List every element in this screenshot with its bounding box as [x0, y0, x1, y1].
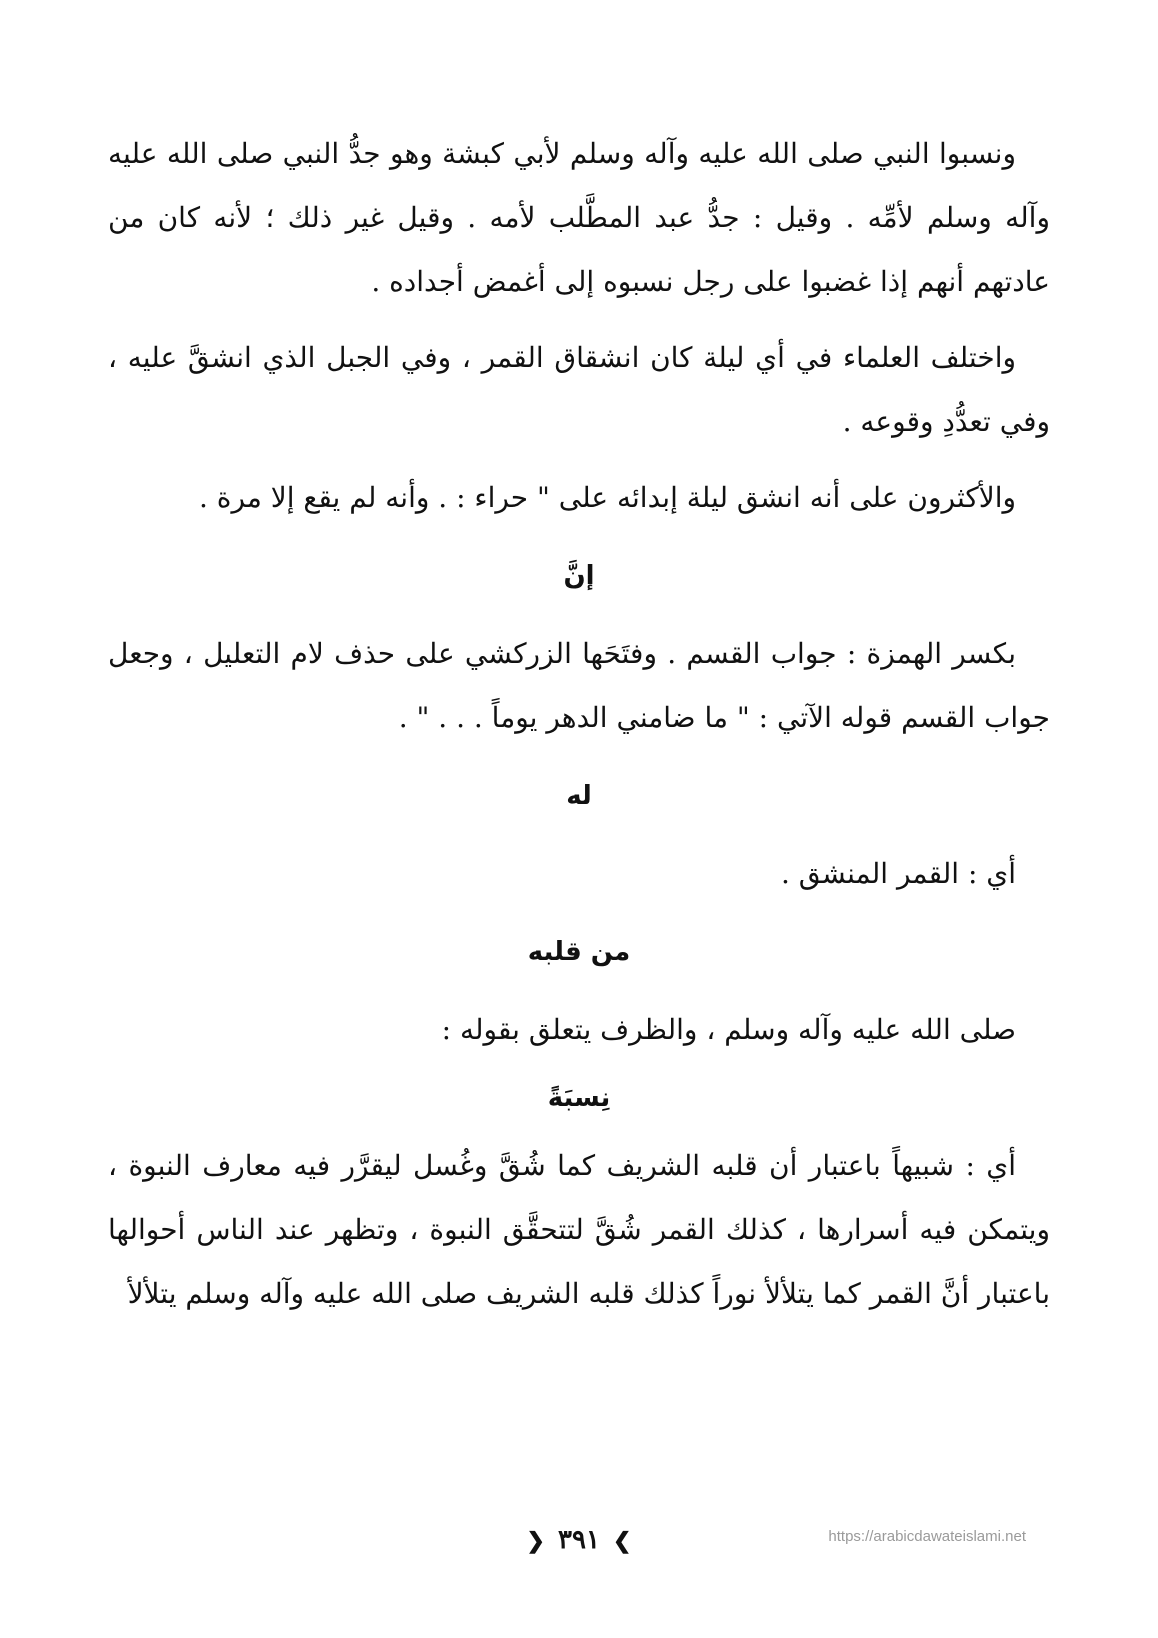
- paragraph-scholars-differ: واختلف العلماء في أي ليلة كان انشقاق القمر ، وفي الجبل الذي انشقَّ عليه ، وفي تعدُّدِ وقوعه .: [108, 341, 1050, 438]
- heading-lahu: له: [566, 781, 592, 811]
- heading-min-qalbihi: من قلبه: [527, 937, 631, 967]
- page-number: ٣٩١: [558, 1525, 600, 1555]
- paragraph-heart-likeness: أي : شبيهاً باعتبار أن قلبه الشريف كما شُقَّ وغُسل ليقرَّر فيه معارف النبوة ، ويتمكن فيه أسرارها ، كذلك القمر شُقَّ لتتحقَّق النبوة ، وتظهر عند الناس أحوالها باعتبار أنَّ القمر كما يتلألأ نوراً كذلك قلبه الشريف صلى الله عليه وآله وسلم يتلألأ: [108, 1149, 1050, 1310]
- heading-inna: إنَّ: [563, 561, 595, 591]
- paragraph-kasr-hamza: بكسر الهمزة : جواب القسم . وفتَحَها الزركشي على حذف لام التعليل ، وجعل جواب القسم قوله الآتي : " ما ضامني الدهر يوماً . . . " .: [108, 637, 1050, 734]
- heading-nisbatan: نِسبَةً: [547, 1083, 611, 1113]
- page-body: [108, 122, 1050, 1326]
- ornament-right-icon: ❯: [613, 1528, 632, 1554]
- watermark-url: https://arabicdawateislami.net: [828, 1528, 1026, 1545]
- paragraph-split-moon: أي : القمر المنشق .: [780, 857, 1016, 890]
- ornament-left-icon: ❮: [526, 1528, 545, 1554]
- paragraph-abu-kabsha: ونسبوا النبي صلى الله عليه وآله وسلم لأبي كبشة وهو جدُّ النبي صلى الله عليه وآله وسلم لأمِّه . وقيل : جدُّ عبد المطَّلب لأمه . وقيل غير ذلك ؛ لأنه كان من عادتهم أنهم إذا غضبوا على رجل نسبوه إلى أغمض أجداده .: [108, 137, 1050, 298]
- paragraph-majority-view: والأكثرون على أنه انشق ليلة إبدائه على " حراء : . وأنه لم يقع إلا مرة .: [198, 481, 1016, 514]
- paragraph-salla-allah: صلى الله عليه وآله وسلم ، والظرف يتعلق بقوله :: [441, 1013, 1016, 1046]
